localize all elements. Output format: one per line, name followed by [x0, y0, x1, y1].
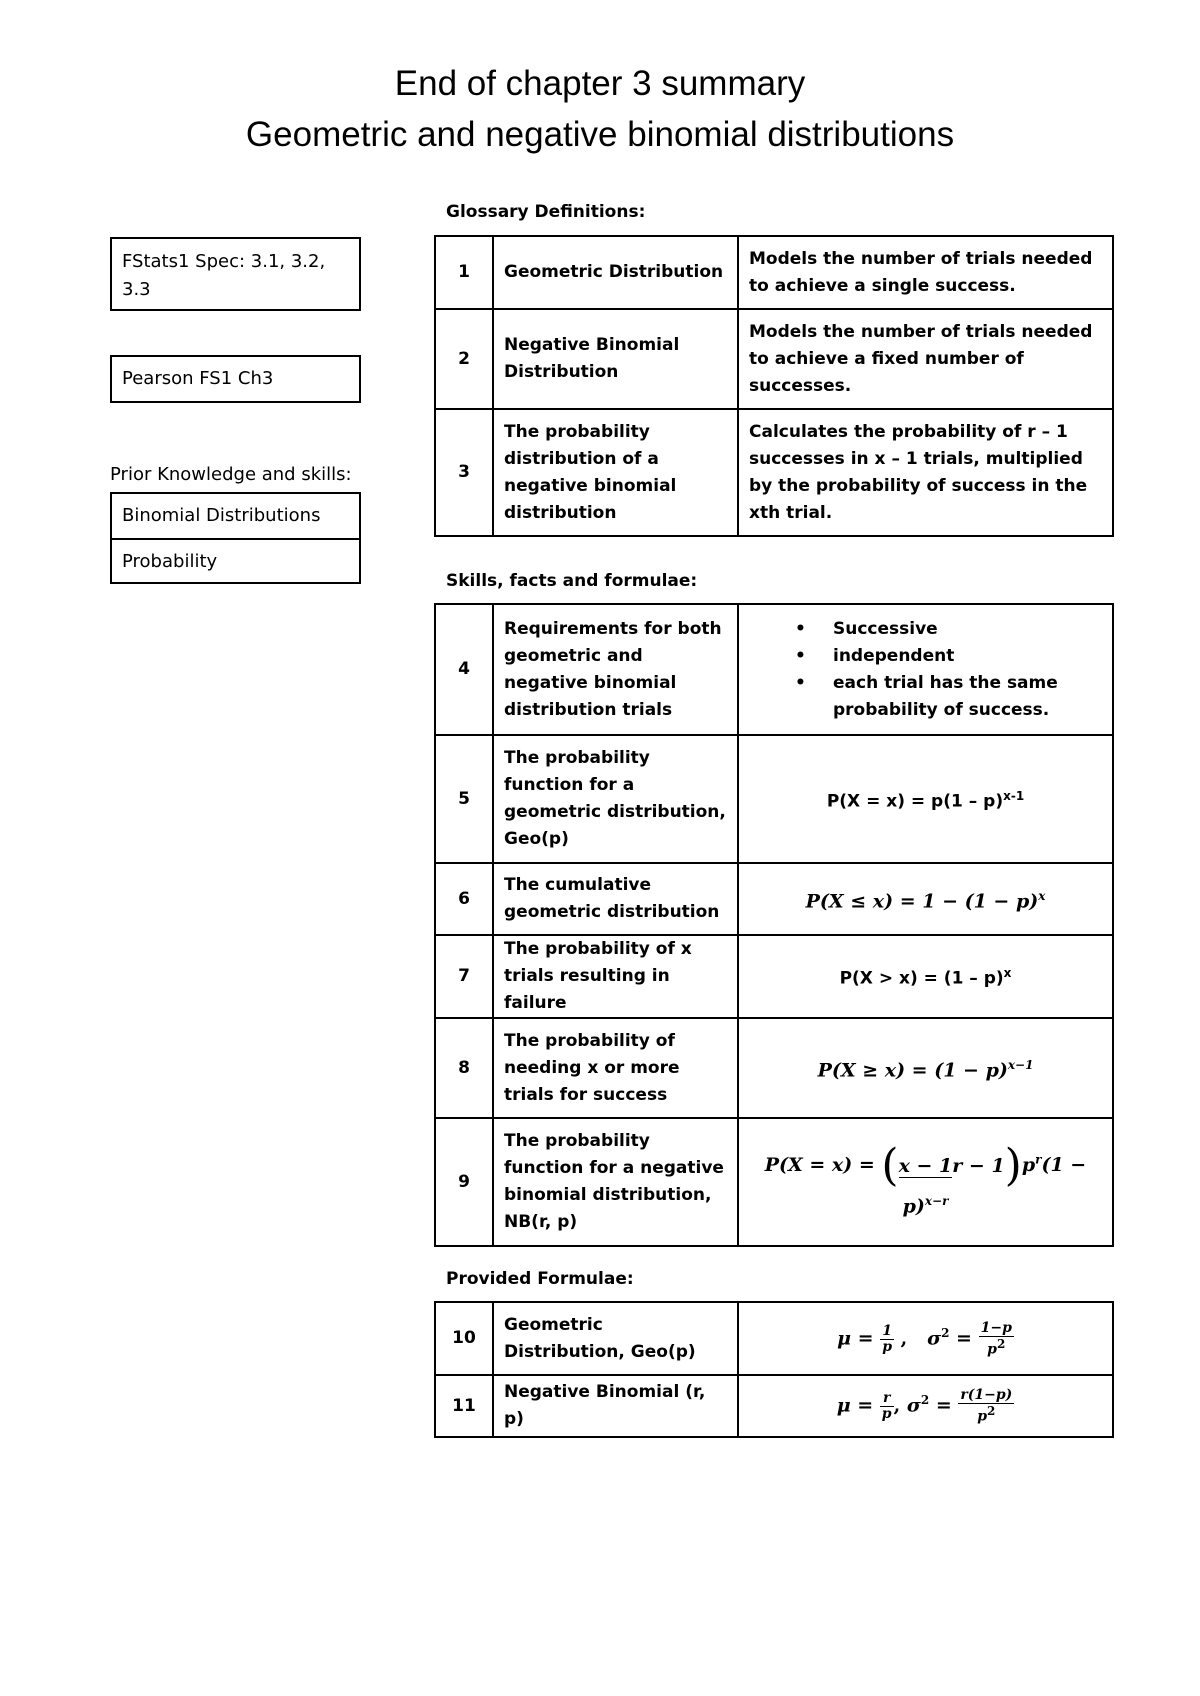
row-number: 6 [435, 863, 493, 935]
definition-cell: Models the number of trials needed to achieve a fixed number of successes. [738, 309, 1113, 409]
table-row [435, 236, 1113, 309]
formula-exponent-r: r [1035, 1152, 1042, 1167]
formula-cell [738, 1018, 1113, 1118]
term-cell: Geometric Distribution [493, 236, 738, 309]
row-number: 3 [435, 409, 493, 536]
term-cell: The probability function for a negative binomial distribution, NB(r, p) [493, 1118, 738, 1246]
variance-exponent: 2 [941, 1325, 950, 1340]
table-row [435, 935, 1113, 1018]
list-item: Probability [112, 538, 359, 582]
formula-text: P(X > x) = (1 – p) [839, 968, 1004, 989]
formula-cell [738, 735, 1113, 863]
formula-cell [738, 1375, 1113, 1437]
prior-knowledge-list [110, 492, 361, 584]
list-item: • independent [775, 643, 1102, 670]
list-item: Binomial Distributions [122, 505, 321, 526]
spec-box: FStats1 Spec: 3.1, 3.2, 3.3 [110, 237, 361, 311]
variance-symbol: σ [927, 1327, 942, 1349]
term-cell: Negative Binomial Distribution [493, 309, 738, 409]
skills-label: Skills, facts and formulae: [446, 571, 698, 591]
page-title: End of chapter 3 summary [394, 64, 806, 103]
formula-text: P(X ≤ x) = 1 − (1 − p) [805, 890, 1039, 913]
fraction-numerator: r(1−p) [960, 1387, 1013, 1404]
prior-knowledge-label: Prior Knowledge and skills: [110, 464, 352, 485]
mean-symbol: μ = [837, 1327, 881, 1349]
definition-cell: Calculates the probability of r – 1 successes in x – 1 trials, multiplied by the probability of success in the xth trial. [738, 409, 1113, 536]
variance-symbol: σ [906, 1394, 921, 1417]
term-cell: The probability of x trials resulting in failure [493, 935, 738, 1018]
glossary-label: Glossary Definitions: [446, 202, 646, 222]
table-row [435, 1118, 1113, 1246]
formula-p: p [1021, 1153, 1036, 1176]
binomial-coefficient: ( x − 1r − 1 ) [881, 1139, 1022, 1191]
list-item: • Successive [775, 616, 1102, 643]
formula-exponent: x-1 [1003, 788, 1025, 803]
term-cell: The probability function for a geometric distribution, Geo(p) [493, 735, 738, 863]
formula-exponent: x [1003, 966, 1012, 981]
row-number: 5 [435, 735, 493, 863]
definition-cell: Models the number of trials needed to achieve a single success. [738, 236, 1113, 309]
term-cell: The probability of needing x or more trials for success [493, 1018, 738, 1118]
table-row [435, 863, 1113, 935]
term-cell: Requirements for both geometric and negative binomial distribution trials [493, 604, 738, 735]
mean-fraction [880, 1391, 894, 1422]
equals-sign: = [929, 1394, 959, 1417]
fraction-denominator: p [987, 1341, 997, 1358]
formula-cell [738, 935, 1113, 1018]
term-cell: Negative Binomial (r, p) [493, 1375, 738, 1437]
requirements-list [749, 616, 1102, 724]
formula-cell [738, 1118, 1113, 1246]
term-cell: The probability distribution of a negative binomial distribution [493, 409, 738, 536]
table-row [435, 309, 1113, 409]
list-item: • each trial has the same probability of success. [775, 670, 1102, 724]
fraction-denominator: p [881, 1406, 892, 1422]
provided-formulae-label: Provided Formulae: [446, 1269, 634, 1289]
formula-exponent: x [1038, 888, 1046, 903]
denominator-exponent: 2 [987, 1404, 996, 1419]
page-subtitle: Geometric and negative binomial distributions [245, 115, 955, 154]
row-number: 10 [435, 1302, 493, 1375]
formula-cell [738, 863, 1113, 935]
denominator-exponent: 2 [996, 1336, 1006, 1351]
binom-top: x − 1 [898, 1154, 953, 1177]
separator: , [893, 1394, 907, 1417]
fraction-numerator: r [880, 1391, 894, 1407]
table-row [435, 1018, 1113, 1118]
term-cell: The cumulative geometric distribution [493, 863, 738, 935]
skills-table [434, 603, 1114, 1247]
glossary-table [434, 235, 1114, 537]
row-number: 8 [435, 1018, 493, 1118]
table-row [435, 604, 1113, 735]
row-number: 11 [435, 1375, 493, 1437]
bullet-cell [738, 604, 1113, 735]
formula-tail: (1 − p) [902, 1153, 1087, 1218]
binom-bottom: r − 1 [952, 1154, 1005, 1177]
formula-exponent-tail: x−r [924, 1193, 949, 1208]
variance-exponent: 2 [920, 1393, 930, 1408]
fraction-denominator: p [977, 1408, 988, 1425]
mean-symbol: μ = [836, 1394, 880, 1417]
row-number: 2 [435, 309, 493, 409]
provided-formulae-table [434, 1301, 1114, 1438]
table-row [435, 1302, 1113, 1375]
formula-lhs: P(X = x) = [764, 1153, 882, 1176]
fraction-numerator: 1−p [980, 1319, 1012, 1336]
separator: , [893, 1327, 928, 1349]
formula-cell [738, 1302, 1113, 1375]
table-row [435, 1375, 1113, 1437]
fraction-numerator: 1 [880, 1324, 894, 1340]
formula-text: P(X ≥ x) = (1 − p) [817, 1059, 1008, 1082]
variance-fraction [979, 1321, 1014, 1358]
table-row [435, 735, 1113, 863]
row-number: 7 [435, 935, 493, 1018]
mean-fraction [880, 1324, 894, 1355]
formula-exponent: x−1 [1007, 1057, 1034, 1072]
table-row [435, 409, 1113, 536]
formula-text: P(X = x) = p(1 – p) [826, 791, 1004, 812]
variance-fraction [958, 1388, 1014, 1425]
textbook-box: Pearson FS1 Ch3 [110, 355, 361, 403]
row-number: 1 [435, 236, 493, 309]
fraction-denominator: p [882, 1338, 892, 1355]
row-number: 4 [435, 604, 493, 735]
equals-sign: = [949, 1327, 979, 1349]
row-number: 9 [435, 1118, 493, 1246]
term-cell: Geometric Distribution, Geo(p) [493, 1302, 738, 1375]
